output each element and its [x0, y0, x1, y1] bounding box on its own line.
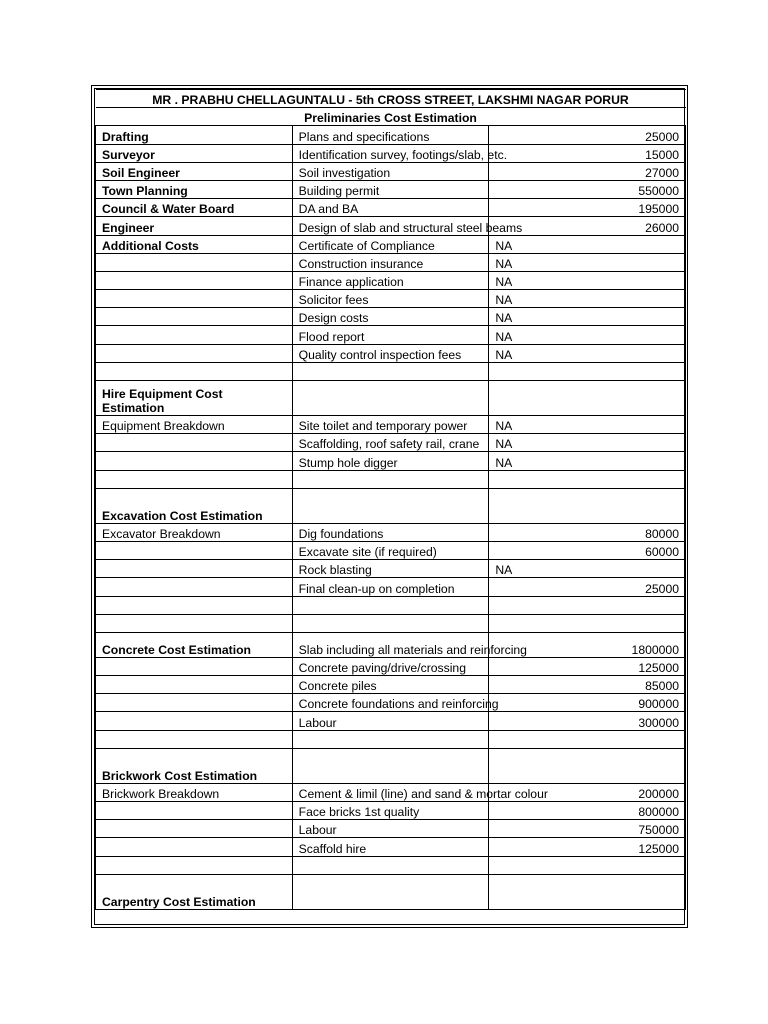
item-cell: Concrete foundations and reinforcing	[292, 694, 489, 712]
empty-row	[96, 614, 686, 632]
section-title-carpentry: Carpentry Cost Estimation	[96, 874, 293, 909]
cost-cell: NA	[489, 308, 686, 326]
table-row	[96, 290, 686, 308]
cost-cell: NA	[489, 452, 686, 470]
item-cell: Excavate site (if required)	[292, 541, 489, 559]
section-row-hire	[96, 381, 686, 416]
section-row-carpentry	[96, 874, 686, 909]
item-cell: Labour	[292, 712, 489, 730]
empty-row	[96, 730, 686, 748]
item-cell: Stump hole digger	[292, 452, 489, 470]
table-row	[96, 657, 686, 675]
cost-cell: 1800000	[489, 632, 686, 657]
item-cell: Slab including all materials and reinforcing	[292, 632, 489, 657]
category-cell: Engineer	[96, 217, 293, 235]
item-cell: DA and BA	[292, 199, 489, 217]
empty-row	[96, 470, 686, 488]
item-cell: Identification survey, footings/slab, etc.	[292, 144, 489, 162]
cost-estimation-table	[95, 89, 686, 910]
table-row	[96, 271, 686, 289]
item-cell: Site toilet and temporary power	[292, 416, 489, 434]
cost-cell: 125000	[489, 838, 686, 856]
item-cell: Rock blasting	[292, 560, 489, 578]
cost-cell: 80000	[489, 523, 686, 541]
table-row	[96, 416, 686, 434]
cost-cell: 25000	[489, 578, 686, 596]
table-row	[96, 802, 686, 820]
table-row	[96, 126, 686, 144]
table-row	[96, 326, 686, 344]
empty-row	[96, 856, 686, 874]
table-row	[96, 523, 686, 541]
section-title-preliminaries: Preliminaries Cost Estimation	[96, 108, 686, 126]
empty-row	[96, 362, 686, 380]
cost-cell: NA	[489, 416, 686, 434]
table-row	[96, 560, 686, 578]
table-row	[96, 308, 686, 326]
category-cell: Surveyor	[96, 144, 293, 162]
cost-cell: 550000	[489, 180, 686, 198]
cost-cell: NA	[489, 290, 686, 308]
cost-cell: 15000	[489, 144, 686, 162]
cost-cell: NA	[489, 235, 686, 253]
table-row	[96, 253, 686, 271]
table-row	[96, 162, 686, 180]
category-cell: Town Planning	[96, 180, 293, 198]
cost-cell: 125000	[489, 657, 686, 675]
cost-cell: 200000	[489, 783, 686, 801]
table-row	[96, 632, 686, 657]
category-cell: Soil Engineer	[96, 162, 293, 180]
category-cell: Excavator Breakdown	[96, 523, 293, 541]
cost-cell: 800000	[489, 802, 686, 820]
section-row-excavation	[96, 488, 686, 523]
table-row	[96, 578, 686, 596]
empty-row	[96, 596, 686, 614]
table-row	[96, 541, 686, 559]
table-row	[96, 694, 686, 712]
cost-cell: NA	[489, 344, 686, 362]
item-cell: Final clean-up on completion	[292, 578, 489, 596]
item-cell: Design of slab and structural steel beams	[292, 217, 489, 235]
cost-cell: 195000	[489, 199, 686, 217]
table-row	[96, 676, 686, 694]
category-cell: Drafting	[96, 126, 293, 144]
item-cell: Plans and specifications	[292, 126, 489, 144]
item-cell: Solicitor fees	[292, 290, 489, 308]
sheet-inner-border	[94, 88, 685, 925]
table-row	[96, 434, 686, 452]
category-cell: Equipment Breakdown	[96, 416, 293, 434]
item-cell: Flood report	[292, 326, 489, 344]
table-row	[96, 180, 686, 198]
item-cell: Scaffold hire	[292, 838, 489, 856]
item-cell: Quality control inspection fees	[292, 344, 489, 362]
cost-cell: 60000	[489, 541, 686, 559]
table-row	[96, 452, 686, 470]
item-cell: Dig foundations	[292, 523, 489, 541]
cost-cell: 900000	[489, 694, 686, 712]
table-row	[96, 783, 686, 801]
section-title-hire: Hire Equipment Cost Estimation	[96, 381, 293, 416]
table-row	[96, 820, 686, 838]
item-cell: Labour	[292, 820, 489, 838]
table-row	[96, 235, 686, 253]
item-cell: Soil investigation	[292, 162, 489, 180]
item-cell: Design costs	[292, 308, 489, 326]
section-title-excavation: Excavation Cost Estimation	[96, 488, 293, 523]
section-title-brickwork: Brickwork Cost Estimation	[96, 748, 293, 783]
cost-cell: NA	[489, 253, 686, 271]
item-cell: Face bricks 1st quality	[292, 802, 489, 820]
item-cell: Concrete piles	[292, 676, 489, 694]
cost-cell: 85000	[489, 676, 686, 694]
item-cell: Construction insurance	[292, 253, 489, 271]
cost-cell: NA	[489, 271, 686, 289]
section-row-brickwork	[96, 748, 686, 783]
category-cell: Council & Water Board	[96, 199, 293, 217]
table-row	[96, 344, 686, 362]
cost-cell: NA	[489, 434, 686, 452]
table-row	[96, 144, 686, 162]
item-cell: Cement & limil (line) and sand & mortar colour	[292, 783, 489, 801]
cost-cell: 25000	[489, 126, 686, 144]
table-row	[96, 712, 686, 730]
item-cell: Certificate of Compliance	[292, 235, 489, 253]
table-row	[96, 199, 686, 217]
document-title: MR . PRABHU CHELLAGUNTALU - 5th CROSS STREET, LAKSHMI NAGAR PORUR	[96, 90, 686, 108]
category-cell: Brickwork Breakdown	[96, 783, 293, 801]
cost-cell: 750000	[489, 820, 686, 838]
table-row	[96, 838, 686, 856]
section-title-concrete: Concrete Cost Estimation	[96, 632, 293, 657]
cost-cell: NA	[489, 326, 686, 344]
table-row	[96, 217, 686, 235]
cost-cell: 26000	[489, 217, 686, 235]
category-cell: Additional Costs	[96, 235, 293, 253]
document-sheet	[91, 85, 688, 928]
item-cell: Scaffolding, roof safety rail, crane	[292, 434, 489, 452]
item-cell: Building permit	[292, 180, 489, 198]
cost-cell: 27000	[489, 162, 686, 180]
cost-cell: NA	[489, 560, 686, 578]
cost-cell: 300000	[489, 712, 686, 730]
item-cell: Finance application	[292, 271, 489, 289]
item-cell: Concrete paving/drive/crossing	[292, 657, 489, 675]
